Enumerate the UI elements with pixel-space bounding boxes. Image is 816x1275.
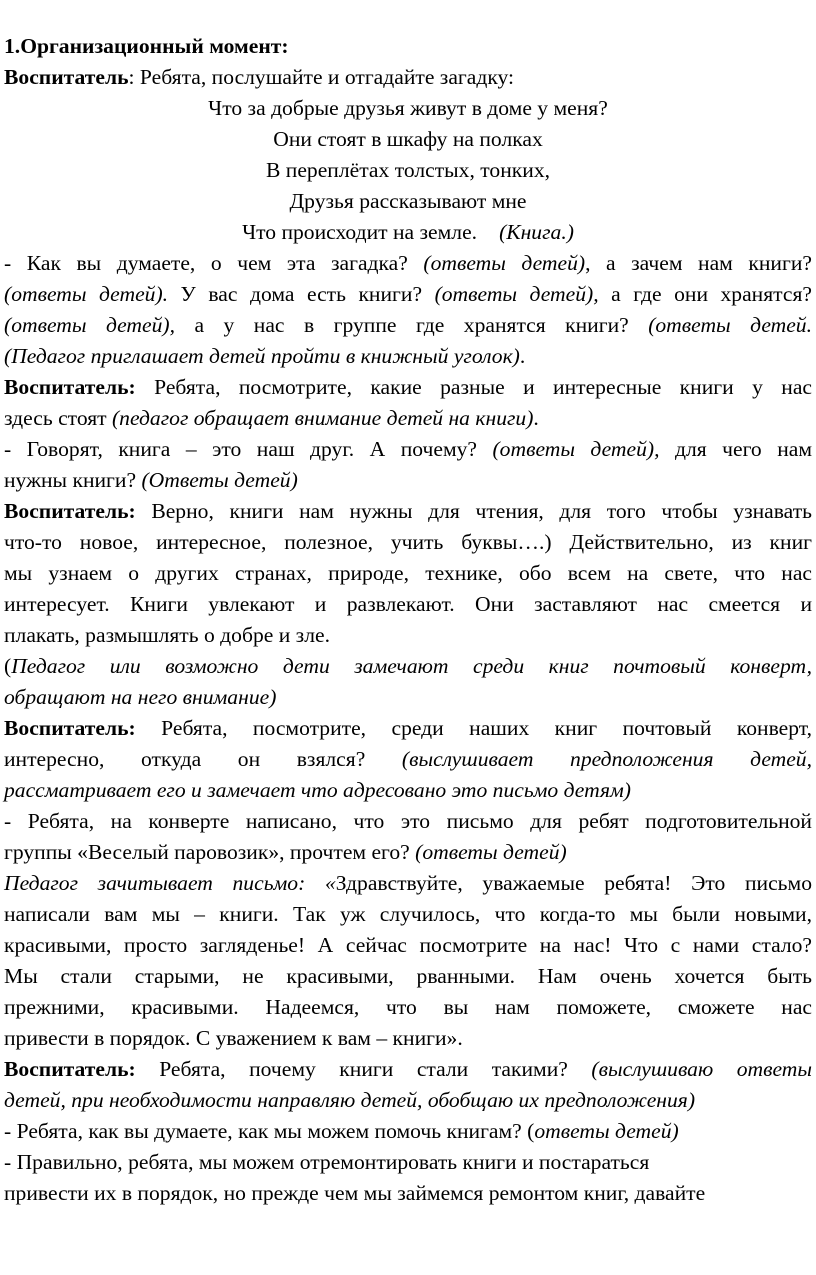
section-title: 1.Организационный момент: (4, 34, 289, 58)
paragraph-line (4, 868, 812, 899)
paragraph-line (4, 837, 812, 868)
text-span: интересно, откуда он взялся? (4, 747, 402, 771)
text-span: Здравствуйте, уважаемые ребята! Это письмо (335, 871, 812, 895)
paragraph-line (4, 434, 812, 465)
text-span: . (519, 344, 526, 368)
paragraph-line (4, 341, 812, 372)
italic-span: (ответы детей) (423, 251, 586, 275)
italic-span: (педагог обращает внимание детей на книги) (111, 406, 534, 430)
italic-span: (выслушивает предположения детей, (401, 747, 812, 771)
italic-span: Педагог или возможно дети замечают среди книг почтовый конверт, (11, 654, 812, 678)
text-span: Ребята, почему книги стали такими? (135, 1057, 592, 1081)
paragraph-line: привести их в порядок, но прежде чем мы займемся ремонтом книг, давайте (4, 1181, 706, 1205)
text-span: здесь стоят (4, 406, 112, 430)
italic-span: ответы детей) (534, 1119, 679, 1143)
italic-span: (ответы детей), (492, 437, 660, 461)
paragraph-line: обращают на него внимание) (4, 685, 277, 709)
paragraph-line (4, 248, 812, 279)
text-span: для чего нам (659, 437, 812, 461)
text-span: группы «Веселый паровозик», прочтем его? (4, 840, 416, 864)
paragraph-line: - Ребята, на конверте написано, что это письмо для ребят подготовительной (4, 809, 812, 833)
text-span: а где они хранятся? (598, 282, 812, 306)
text-span: - Ребята, как вы думаете, как мы можем помочь книгам? ( (4, 1119, 535, 1143)
text-span: : Ребята, послушайте и отгадайте загадку: (128, 65, 515, 89)
text-span: , а зачем нам книги? (585, 251, 812, 275)
paragraph-line: плакать, размышлять о добре и зле. (4, 623, 330, 647)
paragraph-line: рассматривает его и замечает что адресовано это письмо детям) (4, 778, 631, 802)
text-span: а у нас в группе где хранятся книги? (175, 313, 649, 337)
paragraph-line: красивыми, просто загляденье! А сейчас посмотрите на нас! Что с нами стало? (4, 933, 812, 957)
speaker-label: Воспитатель: (4, 1057, 136, 1081)
italic-span: (ответы детей), (4, 313, 175, 337)
text-span: У вас дома есть книги? (168, 282, 435, 306)
paragraph-line: интересует. Книги увлекают и развлекают. Они заставляют нас смеется и (4, 592, 812, 616)
italic-span: (Ответы детей) (141, 468, 298, 492)
riddle-text: Что происходит на земле. (242, 220, 478, 244)
riddle-line: Что за добрые друзья живут в доме у меня? (208, 96, 608, 120)
italic-span: (ответы детей) (415, 840, 567, 864)
text-span: нужны книги? (4, 468, 142, 492)
speaker-label: Воспитатель: (4, 499, 136, 523)
italic-span: (ответы детей. (648, 313, 812, 337)
speaker-label: Воспитатель: (4, 375, 136, 399)
text-span: Ребята, посмотрите, какие разные и интересные книги у нас (135, 375, 812, 399)
text-span: - Говорят, книга – это наш друг. А почему? (4, 437, 493, 461)
paragraph-line (4, 1054, 812, 1085)
text-span: Ребята, посмотрите, среди наших книг почтовый конверт, (135, 716, 812, 740)
riddle-line (4, 217, 812, 248)
paragraph-line: что-то новое, интересное, полезное, учить буквы….) Действительно, из книг (4, 530, 812, 554)
text-span: ( (4, 654, 12, 678)
paragraph-line: написали вам мы – книги. Так уж случилось, что когда-то мы были новыми, (4, 902, 812, 926)
text-span: - Как вы думаете, о чем эта загадка? (4, 251, 424, 275)
paragraph-line: детей, при необходимости направляю детей, обобщаю их предположения) (4, 1088, 696, 1112)
riddle-line: В переплётах толстых, тонких, (265, 158, 551, 182)
paragraph-line (4, 744, 812, 775)
paragraph-line: мы узнаем о других странах, природе, технике, обо всем на свете, что нас (4, 561, 812, 585)
riddle-line: Друзья рассказывают мне (289, 189, 527, 213)
riddle-line: Они стоят в шкафу на полках (273, 127, 543, 151)
speaker-label: Воспитатель (4, 65, 129, 89)
text-span: . (533, 406, 539, 430)
paragraph-line: Мы стали старыми, не красивыми, рванными. Нам очень хочется быть (4, 964, 812, 988)
speaker-label: Воспитатель: (4, 716, 136, 740)
italic-span: (выслушиваю ответы (591, 1057, 812, 1081)
paragraph-line (4, 403, 812, 434)
paragraph-line (4, 372, 812, 403)
italic-span: (ответы детей), (434, 282, 599, 306)
italic-span: (Педагог приглашает детей пройти в книжный уголок) (4, 344, 520, 368)
paragraph-line (4, 465, 812, 496)
paragraph-line (4, 496, 812, 527)
paragraph-line (4, 1116, 812, 1147)
paragraph-line (4, 651, 812, 682)
text-span: Верно, книги нам нужны для чтения, для того чтобы узнавать (135, 499, 812, 523)
paragraph-line (4, 279, 812, 310)
paragraph-line (4, 713, 812, 744)
riddle-answer: (Книга.) (499, 220, 574, 244)
paragraph-line (4, 310, 812, 341)
paragraph-line: привести в порядок. С уважением к вам – книги». (4, 1026, 463, 1050)
italic-span: (ответы детей). (4, 282, 169, 306)
paragraph-line: прежними, красивыми. Надеемся, что вы нам поможете, сможете нас (4, 995, 812, 1019)
paragraph-line: - Правильно, ребята, мы можем отремонтировать книги и постараться (4, 1150, 650, 1174)
paragraph-intro (4, 62, 812, 93)
italic-span: Педагог зачитывает письмо: « (4, 871, 336, 895)
